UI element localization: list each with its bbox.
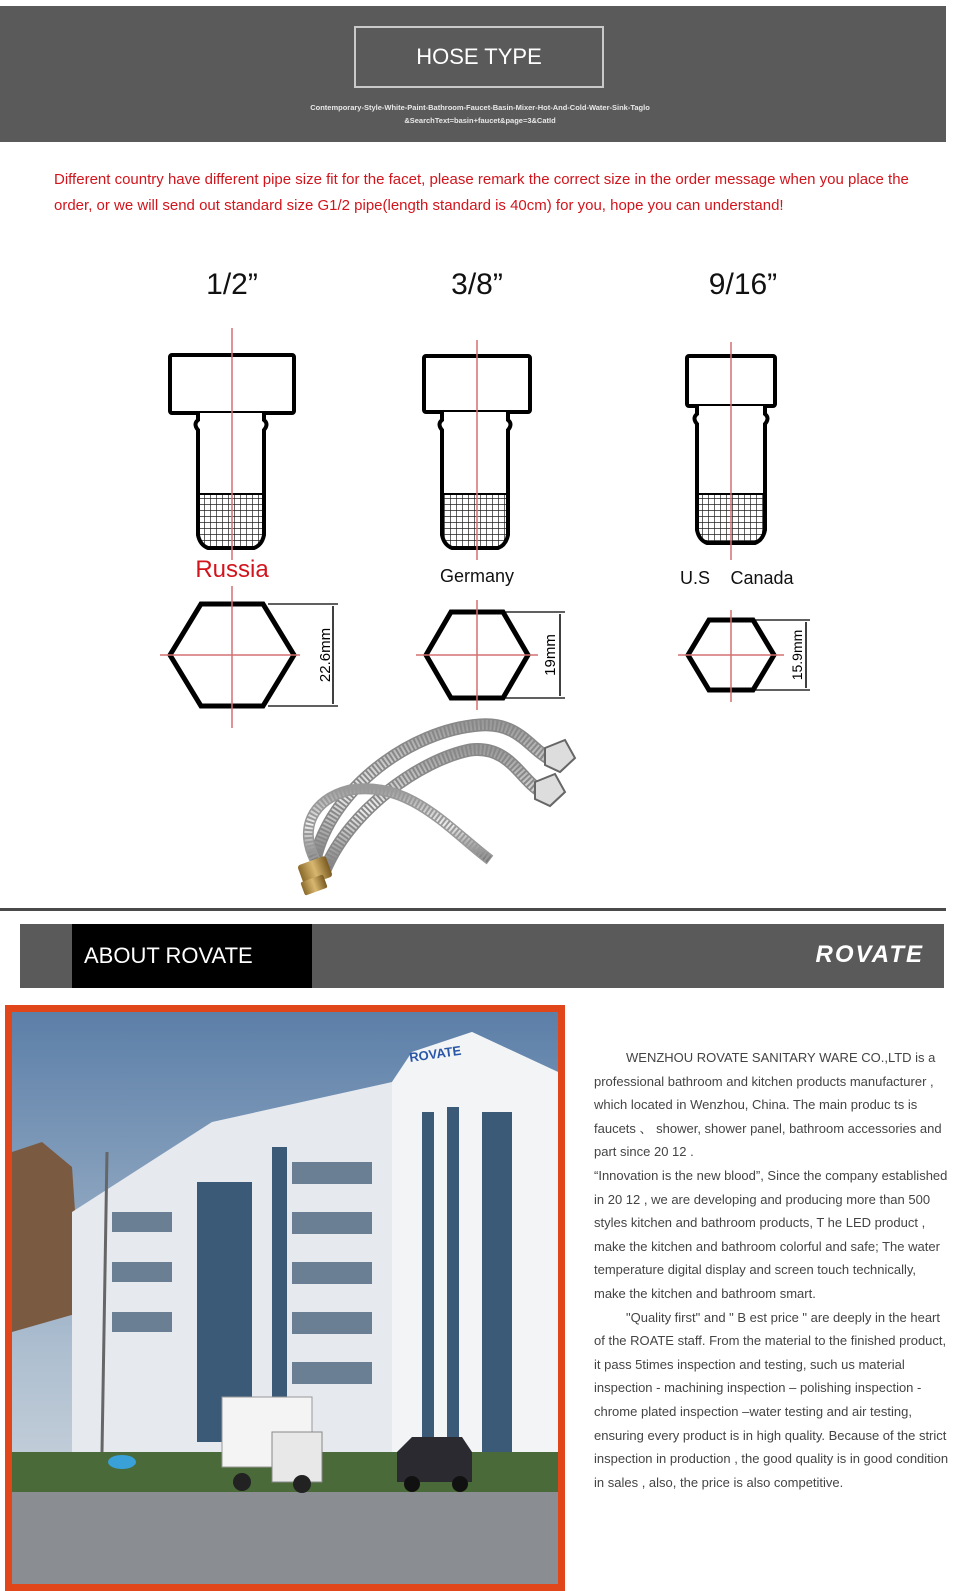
region-us: U.S [679,568,710,588]
hex-nut-half-inch [160,586,338,728]
description-paragraph-1: WENZHOU ROVATE SANITARY WARE CO.,LTD is a professional bathroom and kitchen products manufacturer , which located in Wenzhou, China. The main produc ts is faucets 、 shower, shower panel, bathroom accessories and part since 20 12 . [594,1050,942,1160]
region-russia: Russia [195,556,269,583]
about-title: ABOUT ROVATE [72,924,312,988]
description-paragraph-2: “Innovation is the new blood”, Since the company established in 20 12 , we are developing and producing more than 500 styles kitchen and bathroom products, T he LED product , make the kitchen and bathroom colorful and safe; The water temperature digital display and screen touch technically, make the kitchen and bathroom smart. [594,1167,948,1301]
factory-building-image [12,1012,558,1584]
company-description [594,1046,950,1494]
building-sign: ROVATE [408,1042,463,1065]
size-label-half: 1/2” [206,268,258,301]
region-canada: Canada [730,568,794,588]
region-germany: Germany [439,566,515,586]
rovate-logo: ROVATE [815,941,924,968]
size-notice: Different country have different pipe size fit for the facet, please remark the correct size in the order message when you place the order, or we will send out standard size G1/2 pipe(length standard is 40cm) for you, hope you can understand! [54,171,909,214]
dim-label-three-eighths: 19mm [542,634,559,676]
dim-label-nine-sixteenths: 15.9mm [789,629,805,681]
size-label-three-eighths: 3/8” [451,268,503,301]
factory-photo [5,1005,565,1591]
fitting-diagrams [0,300,946,730]
header-title: HOSE TYPE [354,26,604,88]
section-divider [0,908,946,911]
size-label-nine-sixteenths: 9/16” [708,268,778,301]
header-url-text: Contemporary-Style-White-Paint-Bathroom-Faucet-Basin-Mixer-Hot-And-Cold-Water-Sink-Taglo&SearchText=basin+faucet&page=3&CatId [310,103,650,125]
about-bar [20,924,944,988]
dim-label-half: 22.6mm [317,627,334,683]
description-paragraph-3: "Quality first" and " B est price " are deeply in the heart of the ROATE staff. From the material to the finished product, it pass 5times inspection and testing, such us material inspection - machining inspection – polishing inspection - chrome plated inspection –water testing and air testing, ensuring every product is in high quality. Because of the strict inspection in production , the good quality is in good condition in sales , also, the price is also competitive. [594,1309,949,1490]
braided-hose-image [290,710,600,900]
hose-type-header [0,6,946,142]
